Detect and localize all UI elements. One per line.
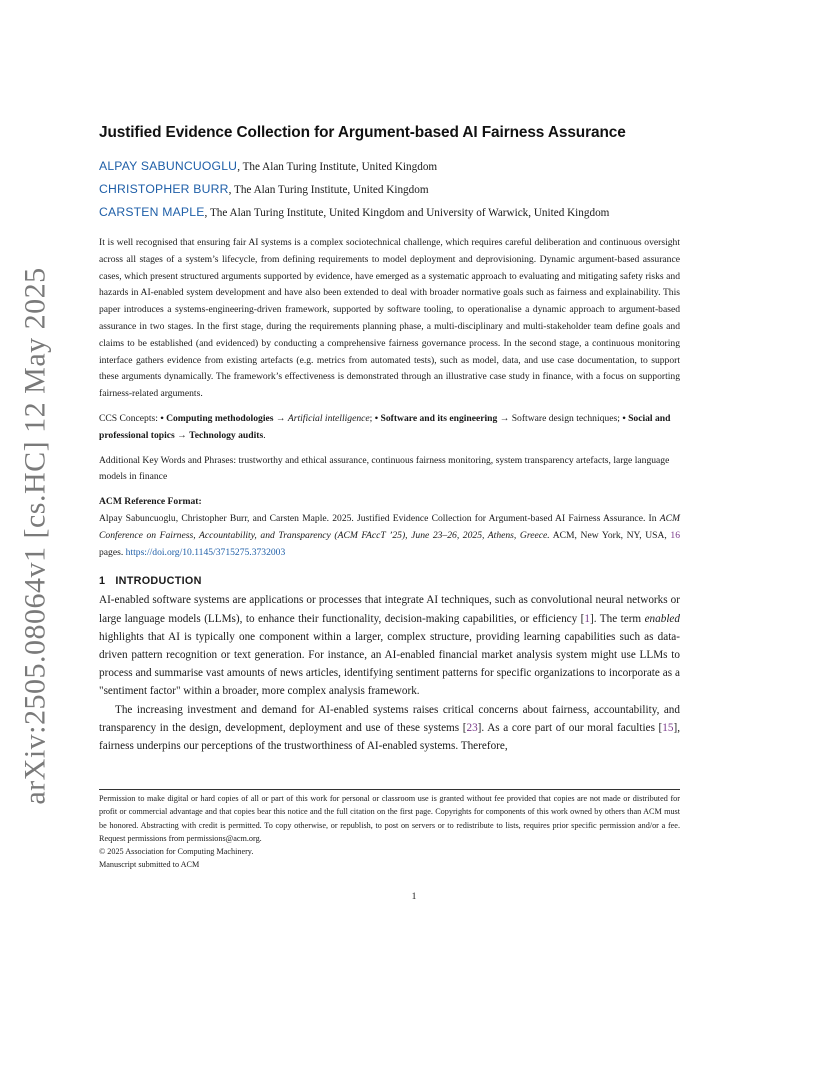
keywords: Additional Key Words and Phrases: trustworthy and ethical assurance, continuous fairness monitoring, system transparency artefacts, large language models in finance	[99, 454, 670, 483]
citation-link[interactable]: 23	[466, 721, 478, 734]
author-name[interactable]: CARSTEN MAPLE	[99, 205, 205, 219]
section-number: 1	[99, 575, 106, 588]
author-entry	[99, 181, 680, 198]
author-entry	[99, 204, 680, 221]
author-affiliation: , The Alan Turing Institute, United Kingdom and University of Warwick, United Kingdom	[204, 207, 610, 219]
copyright-notice: © 2025 Association for Computing Machinery.	[99, 847, 254, 857]
abstract: It is well recognised that ensuring fair AI systems is a complex sociotechnical challenge, which requires careful deliberation and continuous oversight across all stages of a system’s lifecycle, from defining requirements to model deployment and deprovisioning. Dynamic argument-based assurance cases, which present structured arguments supported by evidence, have emerged as a systematic approach to evaluating and mitigating safety risks and hazards in AI-enabled system development and have also been extended to deal with broader normative goals such as fairness and explainability. This paper introduces a systems-engineering-driven framework, supported by software tooling, to operationalise a dynamic approach to argument-based assurance in two stages. In the first stage, during the requirements planning phase, a multi-disciplinary and multi-stakeholder team define goals and claims to be established (and evidenced) by conducting a comprehensive fairness governance process. In the second stage, a continuous monitoring interface gathers evidence from existing artefacts (e.g. metrics from automated tests), such as model, data, and use case documentation, to support these arguments dynamically. The framework’s effectiveness is demonstrated through an illustrative case study in finance, with a focus on supporting fairness-related arguments.	[99, 237, 680, 400]
footnote	[99, 792, 680, 872]
manuscript-notice: Manuscript submitted to ACM	[99, 860, 200, 870]
reference-heading: ACM Reference Format:	[99, 496, 202, 508]
author-affiliation: , The Alan Turing Institute, United Kingdom	[237, 161, 438, 173]
paper-content	[99, 124, 680, 755]
author-entry	[99, 158, 680, 175]
page-count-link[interactable]: 16	[670, 529, 680, 541]
author-name[interactable]: CHRISTOPHER BURR	[99, 182, 229, 196]
author-name[interactable]: ALPAY SABUNCUOGLU	[99, 159, 238, 173]
arxiv-id: arXiv:2505.08064v1 [cs.HC] 12 May 2025	[19, 267, 52, 805]
citation-link[interactable]: 1	[584, 612, 591, 625]
page-number: 1	[411, 891, 417, 902]
arxiv-stamp	[14, 267, 58, 805]
paper-title: Justified Evidence Collection for Argument-based AI Fairness Assurance	[99, 124, 626, 141]
intro-paragraph-1: AI-enabled software systems are applications or processes that integrate AI techniques, such as convolutional neural networks or large language models (LLMs), to enhance their functionality, decision-making capabilities, or efficiency [1]. The term enabled highlights that AI is typically one component within a larger, complex structure, providing learning capabilities such as data-driven pattern recognition or text generation. For instance, an AI-enabled financial market analysis system might use LLMs to process and summarise vast amounts of news articles, identifying sentiment patterns for specific organizations to incorporate as a "sentiment factor" within a broader, more complex analysis framework.	[99, 594, 680, 698]
footnote-divider	[99, 789, 680, 790]
intro-paragraph-2: The increasing investment and demand for AI-enabled systems raises critical concerns about fairness, accountability, and transparency in the design, development, deployment and use of these systems [23]. As a core part of our moral faculties [15], fairness underpins our perceptions of the trustworthiness of AI-enabled systems. Therefore,	[99, 703, 680, 752]
author-affiliation: , The Alan Turing Institute, United Kingdom	[228, 184, 429, 196]
section-heading	[99, 575, 680, 587]
reference-format: Alpay Sabuncuoglu, Christopher Burr, and Carsten Maple. 2025. Justified Evidence Collection for Argument-based AI Fairness Assurance. In ACM Conference on Fairness, Accountability, and Transparency (ACM FAccT ’25), June 23–26, 2025, Athens, Greece. ACM, New York, NY, USA, 16 pages. https://doi.org/10.1145/3715275.3732003	[99, 512, 680, 558]
doi-link[interactable]: https://doi.org/10.1145/3715275.3732003	[125, 546, 286, 558]
ccs-concepts: CCS Concepts: • Computing methodologies → Artificial intelligence; • Software and its engineering → Software design techniques; • Social and professional topics → Technology audits.	[99, 412, 671, 441]
citation-link[interactable]: 15	[662, 721, 674, 734]
author-list	[99, 158, 680, 221]
permission-notice: Permission to make digital or hard copies of all or part of this work for personal or classroom use is granted without fee provided that copies are not made or distributed for profit or commercial advantage and that copies bear this notice and the full citation on the first page. Copyrights for components of this work owned by others than ACM must be honored. Abstracting with credit is permitted. To copy otherwise, or republish, to post on servers or to redistribute to lists, requires prior specific permission and/or a fee. Request permissions from permissions@acm.org.	[99, 794, 680, 843]
section-title: INTRODUCTION	[115, 575, 202, 588]
